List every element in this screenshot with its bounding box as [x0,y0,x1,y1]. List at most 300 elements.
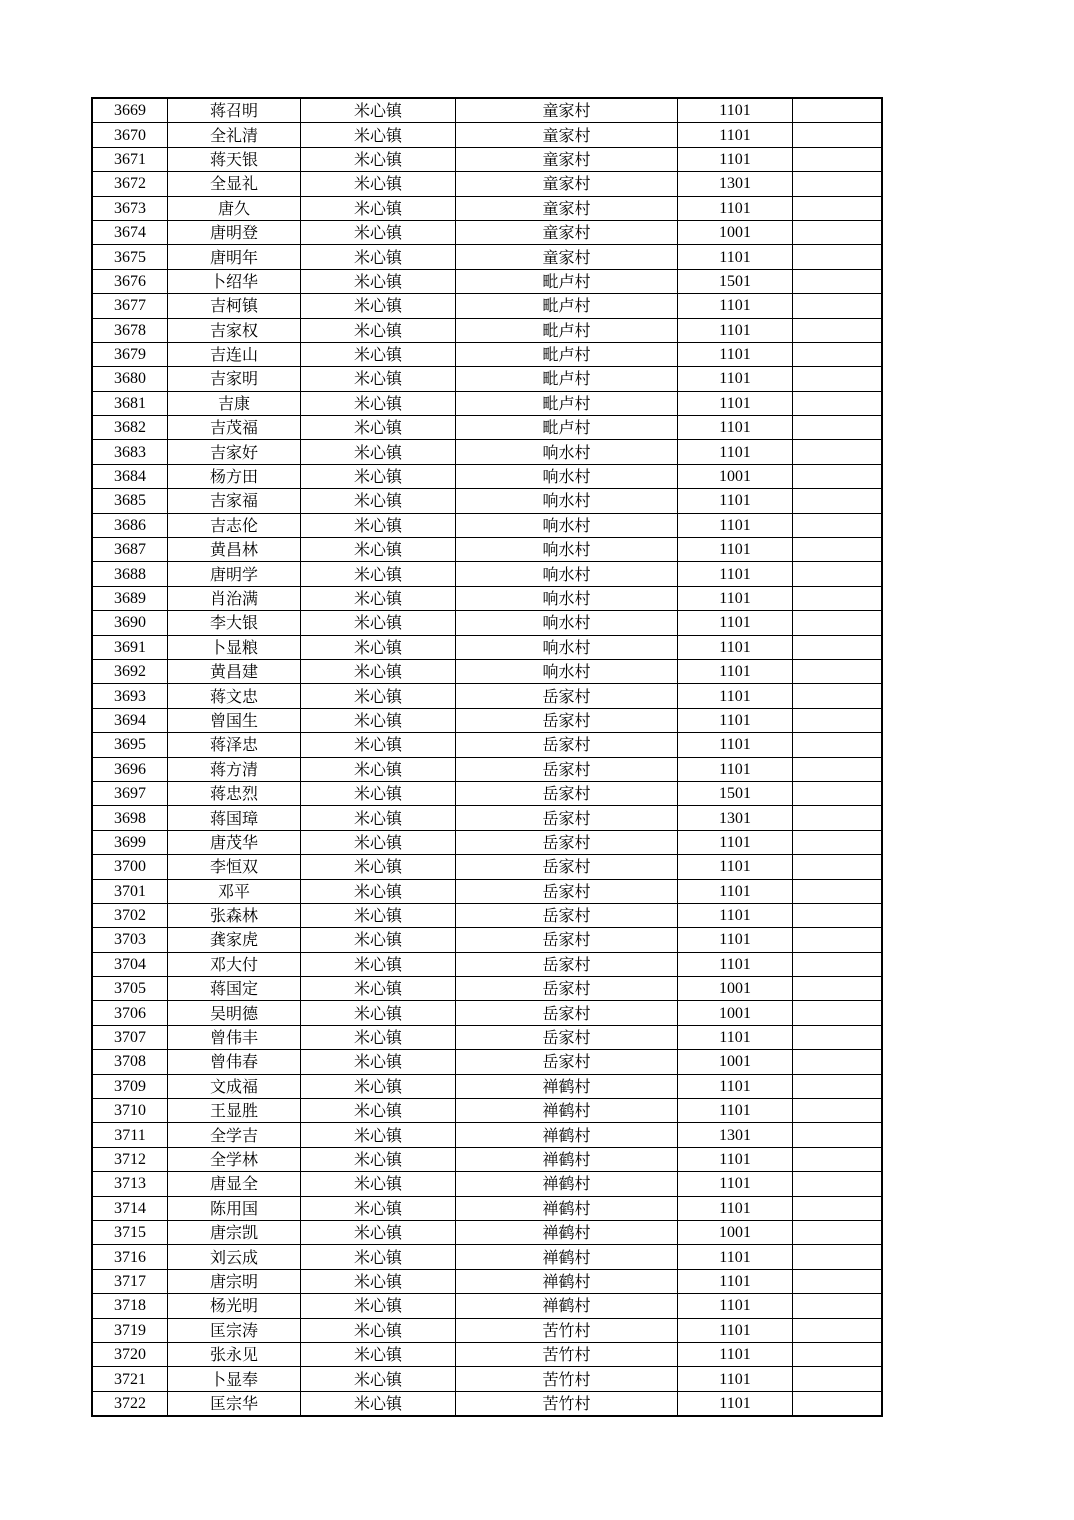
cell-village: 毗卢村 [456,318,678,342]
cell-village: 苦竹村 [456,1342,678,1366]
cell-note [793,1367,883,1391]
cell-note [793,903,883,927]
cell-id: 3698 [92,806,168,830]
table-row [92,1123,882,1147]
table-row [92,977,882,1001]
cell-village: 响水村 [456,586,678,610]
cell-id: 3670 [92,123,168,147]
cell-town: 米心镇 [301,1391,456,1416]
cell-village: 禅鹤村 [456,1269,678,1293]
cell-village: 童家村 [456,172,678,196]
cell-id: 3688 [92,562,168,586]
cell-note [793,172,883,196]
table-row [92,416,882,440]
cell-name: 陈用国 [168,1196,301,1220]
cell-code: 1101 [678,123,793,147]
cell-id: 3716 [92,1245,168,1269]
cell-name: 吉柯镇 [168,294,301,318]
cell-name: 吉家明 [168,367,301,391]
cell-code: 1101 [678,318,793,342]
cell-code: 1101 [678,513,793,537]
cell-id: 3707 [92,1025,168,1049]
cell-town: 米心镇 [301,1172,456,1196]
cell-town: 米心镇 [301,342,456,366]
cell-name: 文成福 [168,1074,301,1098]
cell-id: 3693 [92,684,168,708]
table-row [92,464,882,488]
cell-code: 1101 [678,1391,793,1416]
table-row [92,1172,882,1196]
cell-id: 3697 [92,781,168,805]
cell-code: 1101 [678,1074,793,1098]
cell-note [793,489,883,513]
cell-name: 邓平 [168,879,301,903]
cell-town: 米心镇 [301,1196,456,1220]
table-row [92,1342,882,1366]
cell-village: 岳家村 [456,903,678,927]
cell-town: 米心镇 [301,1074,456,1098]
cell-id: 3711 [92,1123,168,1147]
cell-id: 3678 [92,318,168,342]
cell-id: 3673 [92,196,168,220]
cell-village: 童家村 [456,123,678,147]
cell-id: 3714 [92,1196,168,1220]
cell-town: 米心镇 [301,903,456,927]
cell-village: 响水村 [456,659,678,683]
cell-town: 米心镇 [301,806,456,830]
cell-note [793,1050,883,1074]
cell-village: 岳家村 [456,733,678,757]
cell-town: 米心镇 [301,172,456,196]
cell-name: 李恒双 [168,855,301,879]
cell-note [793,220,883,244]
table-row [92,1367,882,1391]
cell-town: 米心镇 [301,830,456,854]
cell-name: 刘云成 [168,1245,301,1269]
cell-note [793,245,883,269]
cell-id: 3687 [92,538,168,562]
cell-town: 米心镇 [301,1099,456,1123]
cell-code: 1101 [678,342,793,366]
cell-town: 米心镇 [301,928,456,952]
cell-name: 蒋国璋 [168,806,301,830]
cell-village: 毗卢村 [456,269,678,293]
cell-name: 唐明学 [168,562,301,586]
cell-name: 唐茂华 [168,830,301,854]
cell-id: 3710 [92,1099,168,1123]
cell-name: 吉连山 [168,342,301,366]
cell-village: 禅鹤村 [456,1147,678,1171]
cell-code: 1101 [678,586,793,610]
cell-name: 卜绍华 [168,269,301,293]
cell-name: 全显礼 [168,172,301,196]
cell-name: 李大银 [168,611,301,635]
cell-village: 岳家村 [456,757,678,781]
cell-note [793,562,883,586]
table-row [92,147,882,171]
cell-id: 3676 [92,269,168,293]
cell-id: 3696 [92,757,168,781]
cell-id: 3690 [92,611,168,635]
cell-id: 3713 [92,1172,168,1196]
cell-village: 禅鹤村 [456,1196,678,1220]
cell-name: 吉康 [168,391,301,415]
cell-name: 全礼清 [168,123,301,147]
cell-name: 肖治满 [168,586,301,610]
cell-note [793,1245,883,1269]
cell-village: 毗卢村 [456,416,678,440]
cell-village: 响水村 [456,489,678,513]
cell-name: 唐明年 [168,245,301,269]
cell-code: 1101 [678,708,793,732]
cell-name: 龚家虎 [168,928,301,952]
cell-name: 曾伟丰 [168,1025,301,1049]
cell-code: 1101 [678,489,793,513]
cell-note [793,708,883,732]
cell-id: 3720 [92,1342,168,1366]
table-row [92,733,882,757]
cell-town: 米心镇 [301,123,456,147]
cell-code: 1101 [678,294,793,318]
cell-id: 3717 [92,1269,168,1293]
cell-note [793,416,883,440]
cell-name: 杨光明 [168,1294,301,1318]
cell-id: 3679 [92,342,168,366]
cell-village: 岳家村 [456,1050,678,1074]
cell-village: 响水村 [456,464,678,488]
cell-note [793,1294,883,1318]
cell-name: 吉茂福 [168,416,301,440]
cell-id: 3708 [92,1050,168,1074]
cell-village: 苦竹村 [456,1391,678,1416]
cell-village: 童家村 [456,245,678,269]
cell-town: 米心镇 [301,1050,456,1074]
cell-code: 1101 [678,562,793,586]
cell-id: 3715 [92,1220,168,1244]
cell-town: 米心镇 [301,513,456,537]
cell-note [793,806,883,830]
cell-code: 1001 [678,1050,793,1074]
cell-code: 1101 [678,1245,793,1269]
cell-name: 全学吉 [168,1123,301,1147]
cell-note [793,98,883,123]
cell-village: 苦竹村 [456,1367,678,1391]
cell-note [793,1001,883,1025]
cell-id: 3706 [92,1001,168,1025]
cell-village: 响水村 [456,538,678,562]
cell-note [793,928,883,952]
cell-village: 童家村 [456,220,678,244]
cell-name: 唐宗凯 [168,1220,301,1244]
cell-name: 蒋忠烈 [168,781,301,805]
cell-code: 1101 [678,879,793,903]
cell-note [793,196,883,220]
cell-name: 匡宗华 [168,1391,301,1416]
cell-name: 王显胜 [168,1099,301,1123]
cell-note [793,586,883,610]
cell-id: 3712 [92,1147,168,1171]
cell-note [793,1391,883,1416]
record-table [91,97,883,1417]
table-row [92,123,882,147]
cell-id: 3675 [92,245,168,269]
cell-code: 1501 [678,781,793,805]
table-row [92,1147,882,1171]
cell-code: 1001 [678,464,793,488]
cell-note [793,513,883,537]
cell-note [793,781,883,805]
cell-id: 3686 [92,513,168,537]
cell-id: 3692 [92,659,168,683]
cell-note [793,757,883,781]
cell-name: 蒋国定 [168,977,301,1001]
cell-town: 米心镇 [301,733,456,757]
cell-name: 蒋泽忠 [168,733,301,757]
cell-id: 3721 [92,1367,168,1391]
table-row [92,903,882,927]
cell-note [793,342,883,366]
cell-village: 岳家村 [456,977,678,1001]
cell-town: 米心镇 [301,367,456,391]
cell-village: 禅鹤村 [456,1220,678,1244]
cell-code: 1001 [678,1001,793,1025]
table-row [92,659,882,683]
cell-town: 米心镇 [301,464,456,488]
cell-code: 1101 [678,196,793,220]
table-row [92,1391,882,1416]
table-row [92,1269,882,1293]
cell-code: 1101 [678,855,793,879]
cell-name: 卜显粮 [168,635,301,659]
cell-id: 3691 [92,635,168,659]
cell-code: 1101 [678,538,793,562]
table-row [92,806,882,830]
cell-note [793,123,883,147]
cell-id: 3700 [92,855,168,879]
cell-code: 1101 [678,928,793,952]
cell-note [793,269,883,293]
table-row [92,781,882,805]
cell-code: 1101 [678,367,793,391]
cell-town: 米心镇 [301,977,456,1001]
cell-name: 唐显全 [168,1172,301,1196]
cell-town: 米心镇 [301,294,456,318]
cell-town: 米心镇 [301,416,456,440]
table-row [92,928,882,952]
table-row [92,1294,882,1318]
cell-village: 岳家村 [456,879,678,903]
cell-note [793,1269,883,1293]
cell-id: 3681 [92,391,168,415]
cell-town: 米心镇 [301,269,456,293]
cell-name: 全学林 [168,1147,301,1171]
cell-id: 3674 [92,220,168,244]
cell-code: 1101 [678,416,793,440]
cell-town: 米心镇 [301,440,456,464]
cell-town: 米心镇 [301,489,456,513]
table-row [92,1074,882,1098]
cell-note [793,1342,883,1366]
cell-code: 1101 [678,1342,793,1366]
cell-note [793,294,883,318]
cell-town: 米心镇 [301,855,456,879]
cell-code: 1301 [678,1123,793,1147]
cell-village: 苦竹村 [456,1318,678,1342]
cell-name: 杨方田 [168,464,301,488]
cell-village: 岳家村 [456,855,678,879]
table-row [92,513,882,537]
cell-id: 3699 [92,830,168,854]
cell-code: 1001 [678,220,793,244]
cell-code: 1101 [678,635,793,659]
cell-id: 3695 [92,733,168,757]
cell-name: 吉志伦 [168,513,301,537]
cell-village: 毗卢村 [456,391,678,415]
cell-code: 1101 [678,1147,793,1171]
cell-name: 邓大付 [168,952,301,976]
cell-town: 米心镇 [301,318,456,342]
cell-note [793,367,883,391]
cell-village: 禅鹤村 [456,1245,678,1269]
cell-village: 响水村 [456,562,678,586]
cell-note [793,464,883,488]
cell-code: 1101 [678,611,793,635]
cell-village: 童家村 [456,196,678,220]
cell-town: 米心镇 [301,245,456,269]
cell-code: 1101 [678,391,793,415]
table-row [92,1220,882,1244]
cell-code: 1301 [678,172,793,196]
cell-name: 蒋召明 [168,98,301,123]
cell-village: 响水村 [456,611,678,635]
cell-note [793,977,883,1001]
table-row [92,1099,882,1123]
table-row [92,318,882,342]
table-row [92,1245,882,1269]
table-row [92,586,882,610]
cell-code: 1101 [678,1294,793,1318]
cell-note [793,391,883,415]
cell-note [793,1220,883,1244]
cell-village: 响水村 [456,513,678,537]
cell-name: 吴明德 [168,1001,301,1025]
cell-id: 3705 [92,977,168,1001]
cell-village: 毗卢村 [456,342,678,366]
cell-town: 米心镇 [301,1245,456,1269]
cell-town: 米心镇 [301,538,456,562]
record-table-body [92,98,882,1416]
cell-name: 唐宗明 [168,1269,301,1293]
cell-name: 黄昌林 [168,538,301,562]
cell-note [793,659,883,683]
cell-name: 张永见 [168,1342,301,1366]
cell-name: 曾国生 [168,708,301,732]
cell-note [793,733,883,757]
table-row [92,1050,882,1074]
cell-note [793,1099,883,1123]
cell-code: 1101 [678,1269,793,1293]
table-row [92,538,882,562]
table-row [92,269,882,293]
cell-town: 米心镇 [301,708,456,732]
cell-village: 岳家村 [456,1025,678,1049]
cell-id: 3677 [92,294,168,318]
cell-village: 响水村 [456,440,678,464]
cell-name: 吉家权 [168,318,301,342]
cell-village: 禅鹤村 [456,1294,678,1318]
cell-name: 卜显奉 [168,1367,301,1391]
cell-town: 米心镇 [301,1318,456,1342]
table-row [92,172,882,196]
cell-id: 3709 [92,1074,168,1098]
cell-code: 1101 [678,1196,793,1220]
cell-code: 1101 [678,1172,793,1196]
cell-town: 米心镇 [301,1367,456,1391]
cell-village: 岳家村 [456,806,678,830]
table-row [92,367,882,391]
cell-name: 张森林 [168,903,301,927]
cell-town: 米心镇 [301,586,456,610]
cell-id: 3672 [92,172,168,196]
cell-id: 3689 [92,586,168,610]
cell-note [793,1025,883,1049]
cell-village: 岳家村 [456,708,678,732]
cell-town: 米心镇 [301,659,456,683]
cell-note [793,1196,883,1220]
cell-note [793,1074,883,1098]
cell-note [793,879,883,903]
cell-town: 米心镇 [301,1342,456,1366]
cell-name: 黄昌建 [168,659,301,683]
cell-code: 1101 [678,98,793,123]
cell-town: 米心镇 [301,1269,456,1293]
table-row [92,952,882,976]
cell-village: 童家村 [456,98,678,123]
cell-town: 米心镇 [301,1025,456,1049]
cell-note [793,147,883,171]
cell-id: 3702 [92,903,168,927]
cell-town: 米心镇 [301,391,456,415]
cell-name: 吉家福 [168,489,301,513]
cell-code: 1001 [678,977,793,1001]
table-row [92,440,882,464]
cell-code: 1301 [678,806,793,830]
cell-town: 米心镇 [301,952,456,976]
cell-note [793,611,883,635]
table-row [92,220,882,244]
cell-code: 1101 [678,830,793,854]
cell-id: 3704 [92,952,168,976]
table-row [92,1001,882,1025]
cell-village: 岳家村 [456,781,678,805]
cell-village: 童家村 [456,147,678,171]
cell-note [793,684,883,708]
cell-village: 禅鹤村 [456,1123,678,1147]
cell-note [793,635,883,659]
table-row [92,611,882,635]
cell-id: 3703 [92,928,168,952]
cell-name: 唐久 [168,196,301,220]
cell-town: 米心镇 [301,220,456,244]
cell-note [793,1172,883,1196]
cell-village: 毗卢村 [456,367,678,391]
cell-name: 吉家好 [168,440,301,464]
cell-name: 蒋文忠 [168,684,301,708]
table-row [92,98,882,123]
cell-town: 米心镇 [301,147,456,171]
cell-code: 1101 [678,440,793,464]
table-row [92,489,882,513]
